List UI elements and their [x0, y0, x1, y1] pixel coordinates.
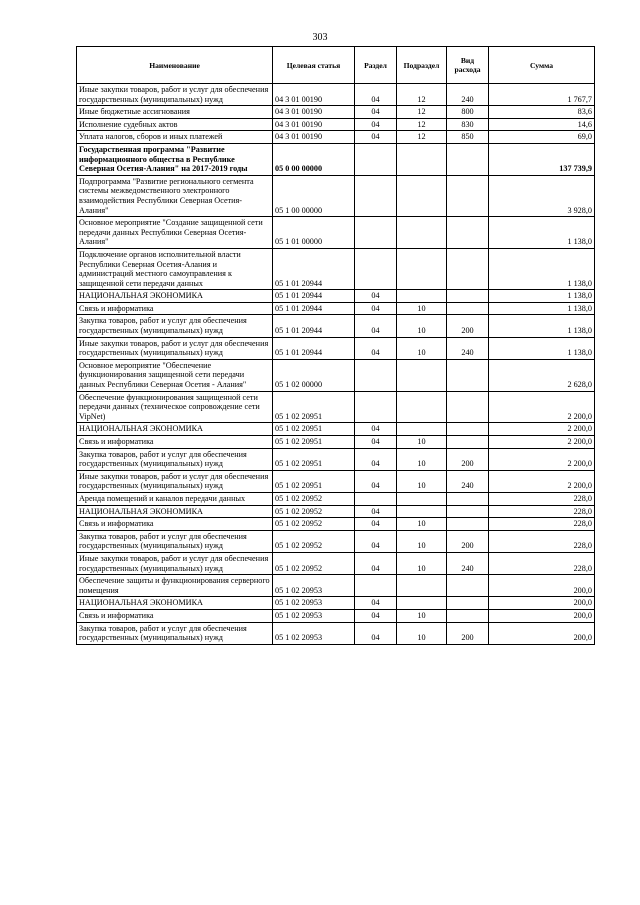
cell-name: Подключение органов исполнительной власти Республики Северная Осетия-Алания и администраций местного самоуправления к защищенной сети передачи данных [77, 248, 273, 289]
cell-type [447, 217, 489, 249]
cell-subsection [397, 597, 447, 610]
cell-section [355, 575, 397, 597]
cell-amount: 1 138,0 [489, 248, 595, 289]
table-row [77, 518, 595, 531]
table-row [77, 448, 595, 470]
cell-code: 05 1 02 20953 [273, 609, 355, 622]
header-amount: Сумма [489, 47, 595, 84]
cell-section: 04 [355, 290, 397, 303]
cell-amount: 200,0 [489, 575, 595, 597]
cell-amount: 200,0 [489, 597, 595, 610]
cell-code: 05 1 02 20953 [273, 597, 355, 610]
cell-code: 05 1 01 20944 [273, 248, 355, 289]
table-row [77, 302, 595, 315]
cell-type [447, 359, 489, 391]
cell-amount: 228,0 [489, 518, 595, 531]
cell-subsection [397, 248, 447, 289]
cell-type: 200 [447, 622, 489, 644]
cell-type: 200 [447, 448, 489, 470]
cell-amount: 2 200,0 [489, 436, 595, 449]
cell-section: 04 [355, 518, 397, 531]
cell-name: Уплата налогов, сборов и иных платежей [77, 131, 273, 144]
cell-section: 04 [355, 302, 397, 315]
cell-section: 04 [355, 423, 397, 436]
table-row [77, 505, 595, 518]
cell-code: 05 1 02 20953 [273, 622, 355, 644]
cell-subsection [397, 492, 447, 505]
cell-name: Исполнение судебных актов [77, 118, 273, 131]
table-row [77, 436, 595, 449]
cell-code: 05 1 02 20951 [273, 448, 355, 470]
table-row [77, 106, 595, 119]
cell-subsection [397, 575, 447, 597]
table-row [77, 118, 595, 131]
table-row [77, 84, 595, 106]
cell-amount: 1 767,7 [489, 84, 595, 106]
cell-type: 240 [447, 84, 489, 106]
cell-name: Иные закупки товаров, работ и услуг для обеспечения государственных (муниципальных) нужд [77, 552, 273, 574]
cell-subsection: 10 [397, 436, 447, 449]
cell-type: 200 [447, 315, 489, 337]
cell-subsection [397, 175, 447, 216]
cell-amount: 69,0 [489, 131, 595, 144]
cell-subsection [397, 359, 447, 391]
cell-amount: 1 138,0 [489, 290, 595, 303]
cell-code: 04 3 01 00190 [273, 84, 355, 106]
cell-subsection [397, 505, 447, 518]
cell-amount: 228,0 [489, 505, 595, 518]
cell-amount: 2 200,0 [489, 423, 595, 436]
cell-code: 05 1 02 20951 [273, 470, 355, 492]
cell-type [447, 290, 489, 303]
cell-subsection: 10 [397, 302, 447, 315]
cell-code: 05 1 02 20951 [273, 436, 355, 449]
header-section: Раздел [355, 47, 397, 84]
cell-subsection: 10 [397, 448, 447, 470]
table-row [77, 597, 595, 610]
cell-type [447, 143, 489, 175]
cell-type: 850 [447, 131, 489, 144]
cell-section: 04 [355, 337, 397, 359]
cell-name: НАЦИОНАЛЬНАЯ ЭКОНОМИКА [77, 505, 273, 518]
cell-code: 04 3 01 00190 [273, 106, 355, 119]
cell-name: Основное мероприятие "Создание защищенной сети передачи данных Республики Северная Осетия-Алания" [77, 217, 273, 249]
cell-code: 05 1 01 20944 [273, 290, 355, 303]
cell-type [447, 248, 489, 289]
cell-subsection: 12 [397, 106, 447, 119]
cell-subsection: 10 [397, 518, 447, 531]
cell-code: 05 1 02 20952 [273, 552, 355, 574]
header-code: Целевая статья [273, 47, 355, 84]
cell-amount: 1 138,0 [489, 302, 595, 315]
cell-section [355, 175, 397, 216]
cell-section: 04 [355, 448, 397, 470]
cell-name: Обеспечение функционирования защищенной сети передачи данных (техническое сопровождение сети VipNet) [77, 391, 273, 423]
cell-section [355, 217, 397, 249]
budget-table [76, 46, 595, 645]
cell-subsection: 10 [397, 609, 447, 622]
cell-name: НАЦИОНАЛЬНАЯ ЭКОНОМИКА [77, 290, 273, 303]
cell-code: 05 1 02 20952 [273, 530, 355, 552]
cell-amount: 2 200,0 [489, 391, 595, 423]
cell-amount: 2 628,0 [489, 359, 595, 391]
cell-code: 05 1 02 20953 [273, 575, 355, 597]
cell-amount: 200,0 [489, 609, 595, 622]
cell-code: 05 1 01 20944 [273, 302, 355, 315]
table-row [77, 359, 595, 391]
cell-section: 04 [355, 315, 397, 337]
cell-section [355, 143, 397, 175]
cell-code: 05 1 01 20944 [273, 315, 355, 337]
cell-code: 05 1 00 00000 [273, 175, 355, 216]
cell-type [447, 575, 489, 597]
cell-amount: 14,6 [489, 118, 595, 131]
cell-name: Иные бюджетные ассигнования [77, 106, 273, 119]
cell-code: 04 3 01 00190 [273, 131, 355, 144]
cell-type [447, 492, 489, 505]
cell-code: 05 1 02 20952 [273, 518, 355, 531]
cell-section [355, 248, 397, 289]
table-row [77, 423, 595, 436]
table-row [77, 315, 595, 337]
cell-section: 04 [355, 84, 397, 106]
cell-type: 200 [447, 530, 489, 552]
header-name: Наименование [77, 47, 273, 84]
table-row [77, 143, 595, 175]
table-row [77, 248, 595, 289]
cell-subsection: 12 [397, 84, 447, 106]
cell-name: Иные закупки товаров, работ и услуг для обеспечения государственных (муниципальных) нужд [77, 84, 273, 106]
table-row [77, 575, 595, 597]
cell-subsection: 10 [397, 470, 447, 492]
cell-type: 240 [447, 470, 489, 492]
cell-name: Иные закупки товаров, работ и услуг для обеспечения государственных (муниципальных) нужд [77, 470, 273, 492]
cell-amount: 1 138,0 [489, 315, 595, 337]
cell-type [447, 436, 489, 449]
cell-section: 04 [355, 622, 397, 644]
table-row [77, 530, 595, 552]
cell-amount: 228,0 [489, 530, 595, 552]
cell-subsection: 10 [397, 622, 447, 644]
cell-name: Связь и информатика [77, 436, 273, 449]
table-row [77, 131, 595, 144]
cell-code: 05 1 02 20951 [273, 391, 355, 423]
cell-subsection: 10 [397, 337, 447, 359]
table-body [77, 84, 595, 645]
cell-type [447, 423, 489, 436]
cell-type [447, 518, 489, 531]
cell-section [355, 492, 397, 505]
cell-section [355, 391, 397, 423]
table-row [77, 391, 595, 423]
cell-name: Связь и информатика [77, 302, 273, 315]
cell-type: 830 [447, 118, 489, 131]
cell-amount: 2 200,0 [489, 470, 595, 492]
table-row [77, 552, 595, 574]
cell-name: НАЦИОНАЛЬНАЯ ЭКОНОМИКА [77, 597, 273, 610]
cell-subsection: 10 [397, 530, 447, 552]
cell-section: 04 [355, 505, 397, 518]
header-subsection: Подраздел [397, 47, 447, 84]
cell-section: 04 [355, 470, 397, 492]
cell-name: Закупка товаров, работ и услуг для обеспечения государственных (муниципальных) нужд [77, 530, 273, 552]
cell-subsection [397, 391, 447, 423]
cell-amount: 1 138,0 [489, 337, 595, 359]
cell-section: 04 [355, 597, 397, 610]
cell-code: 05 1 02 00000 [273, 359, 355, 391]
cell-subsection: 10 [397, 552, 447, 574]
cell-name: Иные закупки товаров, работ и услуг для обеспечения государственных (муниципальных) нужд [77, 337, 273, 359]
cell-name: Связь и информатика [77, 609, 273, 622]
cell-section: 04 [355, 118, 397, 131]
cell-code: 05 1 02 20952 [273, 505, 355, 518]
cell-code: 05 0 00 00000 [273, 143, 355, 175]
table-row [77, 622, 595, 644]
cell-type: 240 [447, 337, 489, 359]
cell-name: НАЦИОНАЛЬНАЯ ЭКОНОМИКА [77, 423, 273, 436]
table-row [77, 470, 595, 492]
cell-section: 04 [355, 609, 397, 622]
cell-name: Основное мероприятие "Обеспечение функционирования защищенной сети передачи данных Республики Северная Осетия - Алания" [77, 359, 273, 391]
cell-subsection [397, 217, 447, 249]
cell-name: Закупка товаров, работ и услуг для обеспечения государственных (муниципальных) нужд [77, 622, 273, 644]
cell-section: 04 [355, 106, 397, 119]
cell-amount: 137 739,9 [489, 143, 595, 175]
table-row [77, 217, 595, 249]
table-row [77, 609, 595, 622]
cell-amount: 2 200,0 [489, 448, 595, 470]
cell-code: 05 1 02 20951 [273, 423, 355, 436]
cell-name: Закупка товаров, работ и услуг для обеспечения государственных (муниципальных) нужд [77, 448, 273, 470]
cell-section: 04 [355, 552, 397, 574]
table-row [77, 290, 595, 303]
cell-type [447, 609, 489, 622]
table-row [77, 337, 595, 359]
cell-subsection [397, 143, 447, 175]
cell-type [447, 505, 489, 518]
cell-type [447, 597, 489, 610]
cell-name: Закупка товаров, работ и услуг для обеспечения государственных (муниципальных) нужд [77, 315, 273, 337]
cell-section: 04 [355, 530, 397, 552]
cell-section [355, 359, 397, 391]
cell-amount: 1 138,0 [489, 217, 595, 249]
header-type: Вид расхода [447, 47, 489, 84]
page-number: 303 [312, 32, 328, 43]
cell-code: 05 1 01 00000 [273, 217, 355, 249]
cell-name: Аренда помещений и каналов передачи данных [77, 492, 273, 505]
cell-code: 05 1 01 20944 [273, 337, 355, 359]
cell-type: 800 [447, 106, 489, 119]
cell-type [447, 302, 489, 315]
cell-type [447, 391, 489, 423]
cell-amount: 3 928,0 [489, 175, 595, 216]
cell-subsection [397, 423, 447, 436]
cell-section: 04 [355, 436, 397, 449]
cell-code: 04 3 01 00190 [273, 118, 355, 131]
cell-section: 04 [355, 131, 397, 144]
cell-subsection: 12 [397, 118, 447, 131]
cell-type [447, 175, 489, 216]
cell-subsection: 10 [397, 315, 447, 337]
cell-name: Связь и информатика [77, 518, 273, 531]
cell-type: 240 [447, 552, 489, 574]
cell-amount: 200,0 [489, 622, 595, 644]
cell-amount: 83,6 [489, 106, 595, 119]
table-row [77, 492, 595, 505]
table-header-row [77, 47, 595, 84]
cell-amount: 228,0 [489, 552, 595, 574]
cell-name: Подпрограмма "Развитие регионального сегмента системы межведомственного электронного взаимодействия Республики Северная Осетия-Алания" [77, 175, 273, 216]
cell-code: 05 1 02 20952 [273, 492, 355, 505]
cell-subsection [397, 290, 447, 303]
cell-name: Государственная программа "Развитие информационного общества в Республике Северная Осетия-Алания" на 2017-2019 годы [77, 143, 273, 175]
table-row [77, 175, 595, 216]
cell-name: Обеспечение защиты и функционирования серверного помещения [77, 575, 273, 597]
cell-subsection: 12 [397, 131, 447, 144]
cell-amount: 228,0 [489, 492, 595, 505]
